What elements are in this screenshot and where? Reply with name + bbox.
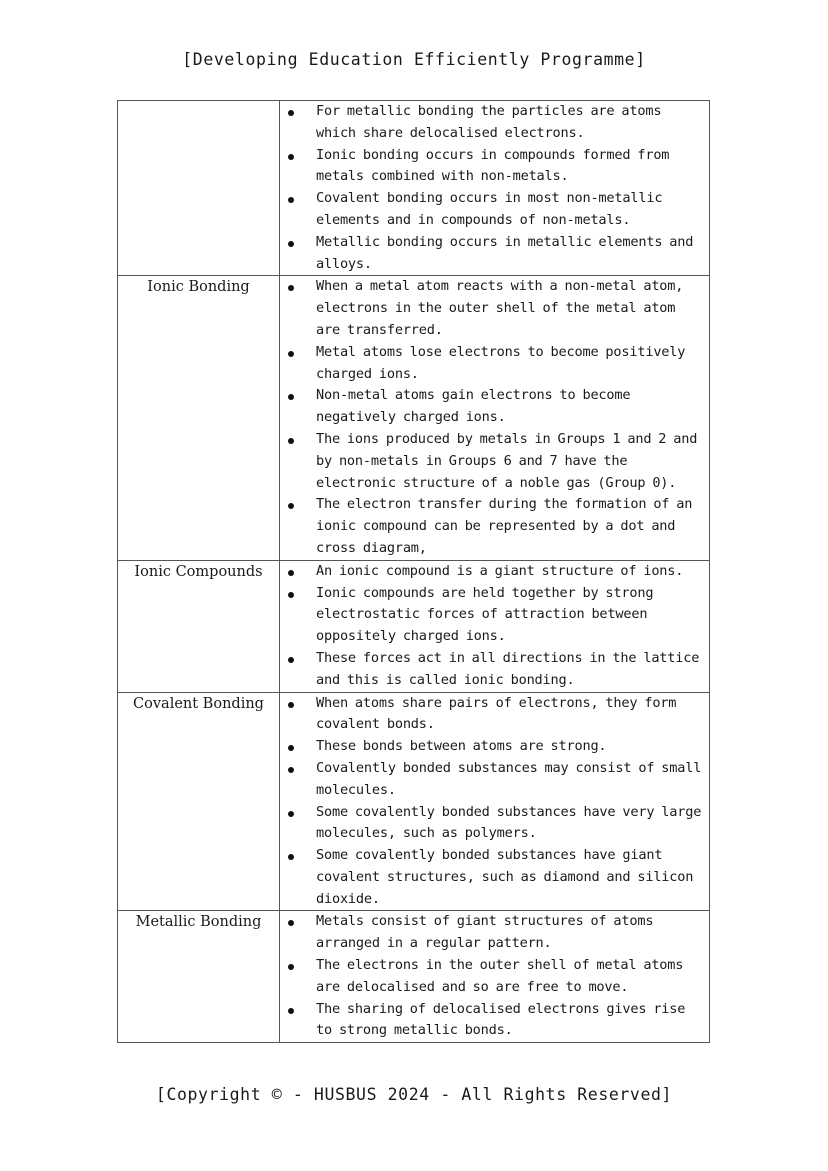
- list-item: [280, 693, 705, 737]
- list-item: [280, 188, 705, 232]
- topic-cell: Ionic Compounds: [118, 560, 280, 692]
- bullet-list: [280, 693, 705, 911]
- bullet-icon: [288, 197, 294, 203]
- list-item-text: Ionic bonding occurs in compounds formed from metals combined with non-metals.: [316, 146, 670, 185]
- table-row: [118, 560, 710, 692]
- bullet-icon: [288, 570, 294, 576]
- points-cell: [280, 276, 710, 560]
- bullet-icon: [288, 657, 294, 663]
- list-item-text: Non-metal atoms gain electrons to become negatively charged ions.: [316, 387, 631, 426]
- bullet-icon: [288, 964, 294, 970]
- list-item: [280, 911, 705, 955]
- bullet-icon: [288, 241, 294, 247]
- topic-cell: Metallic Bonding: [118, 911, 280, 1043]
- list-item: [280, 385, 705, 429]
- points-cell: [280, 560, 710, 692]
- list-item-text: These bonds between atoms are strong.: [316, 738, 607, 755]
- bullet-icon: [288, 394, 294, 400]
- bullet-list: [280, 561, 705, 692]
- list-item-text: For metallic bonding the particles are atoms which share delocalised electrons.: [316, 103, 662, 141]
- list-item: [280, 802, 705, 846]
- list-item: [280, 101, 705, 145]
- list-item-text: The sharing of delocalised electrons gives rise to strong metallic bonds.: [316, 1000, 686, 1039]
- list-item-text: The electrons in the outer shell of metal atoms are delocalised and so are free to move.: [316, 957, 684, 995]
- list-item: [280, 999, 705, 1043]
- list-item-text: The ions produced by metals in Groups 1 and 2 and by non-metals in Groups 6 and 7 have the electronic structure of a noble gas (Group 0).: [316, 430, 698, 491]
- bullet-icon: [288, 767, 294, 773]
- list-item-text: Metal atoms lose electrons to become positively charged ions.: [316, 343, 686, 382]
- points-cell: [280, 911, 710, 1043]
- list-item: [280, 342, 705, 386]
- bullet-icon: [288, 854, 294, 860]
- notes-table: [117, 100, 710, 1043]
- list-item-text: Some covalently bonded substances have very large molecules, such as polymers.: [316, 803, 702, 842]
- table-row: [118, 101, 710, 276]
- list-item: [280, 494, 705, 559]
- bullet-icon: [288, 503, 294, 509]
- bullet-icon: [288, 702, 294, 708]
- list-item-text: An ionic compound is a giant structure of ions.: [316, 562, 684, 579]
- list-item: [280, 758, 705, 802]
- list-item-text: Ionic compounds are held together by strong electrostatic forces of attraction between oppositely charged ions.: [316, 584, 654, 645]
- bullet-list: [280, 911, 705, 1042]
- list-item-text: When a metal atom reacts with a non-metal atom, electrons in the outer shell of the metal atom are transferred.: [316, 278, 684, 338]
- page-header: [Developing Education Efficiently Programme]: [182, 50, 646, 69]
- list-item: [280, 145, 705, 189]
- topic-cell: Covalent Bonding: [118, 692, 280, 911]
- list-item: [280, 648, 705, 692]
- list-item: [280, 232, 705, 276]
- bullet-icon: [288, 745, 294, 751]
- bullet-list: [280, 101, 705, 275]
- list-item-text: Covalently bonded substances may consist of small molecules.: [316, 759, 702, 798]
- bullet-icon: [288, 1008, 294, 1014]
- bullet-icon: [288, 110, 294, 116]
- bullet-icon: [288, 351, 294, 357]
- list-item: [280, 583, 705, 648]
- topic-cell: [118, 101, 280, 276]
- list-item-text: Covalent bonding occurs in most non-metallic elements and in compounds of non-metals.: [316, 190, 663, 228]
- list-item: [280, 276, 705, 341]
- list-item-text: When atoms share pairs of electrons, they form covalent bonds.: [316, 694, 677, 733]
- points-cell: [280, 101, 710, 276]
- list-item-text: These forces act in all directions in the lattice and this is called ionic bonding.: [316, 649, 700, 688]
- table-row: [118, 276, 710, 560]
- bullet-icon: [288, 154, 294, 160]
- bullet-list: [280, 276, 705, 559]
- list-item-text: Some covalently bonded substances have giant covalent structures, such as diamond and silicon dioxide.: [316, 847, 694, 907]
- list-item-text: The electron transfer during the formation of an ionic compound can be represented by a dot and cross diagram,: [316, 496, 693, 556]
- bullet-icon: [288, 920, 294, 926]
- table-row: [118, 911, 710, 1043]
- list-item-text: Metals consist of giant structures of atoms arranged in a regular pattern.: [316, 913, 654, 952]
- page-footer: [Copyright © - HUSBUS 2024 - All Rights Reserved]: [155, 1085, 673, 1104]
- bullet-icon: [288, 592, 294, 598]
- list-item: [280, 955, 705, 999]
- list-item: [280, 561, 705, 583]
- list-item-text: Metallic bonding occurs in metallic elements and alloys.: [316, 233, 694, 272]
- bullet-icon: [288, 285, 294, 291]
- bullet-icon: [288, 438, 294, 444]
- list-item: [280, 845, 705, 910]
- list-item: [280, 429, 705, 494]
- table-row: [118, 692, 710, 911]
- topic-cell: Ionic Bonding: [118, 276, 280, 560]
- bullet-icon: [288, 811, 294, 817]
- points-cell: [280, 692, 710, 911]
- list-item: [280, 736, 705, 758]
